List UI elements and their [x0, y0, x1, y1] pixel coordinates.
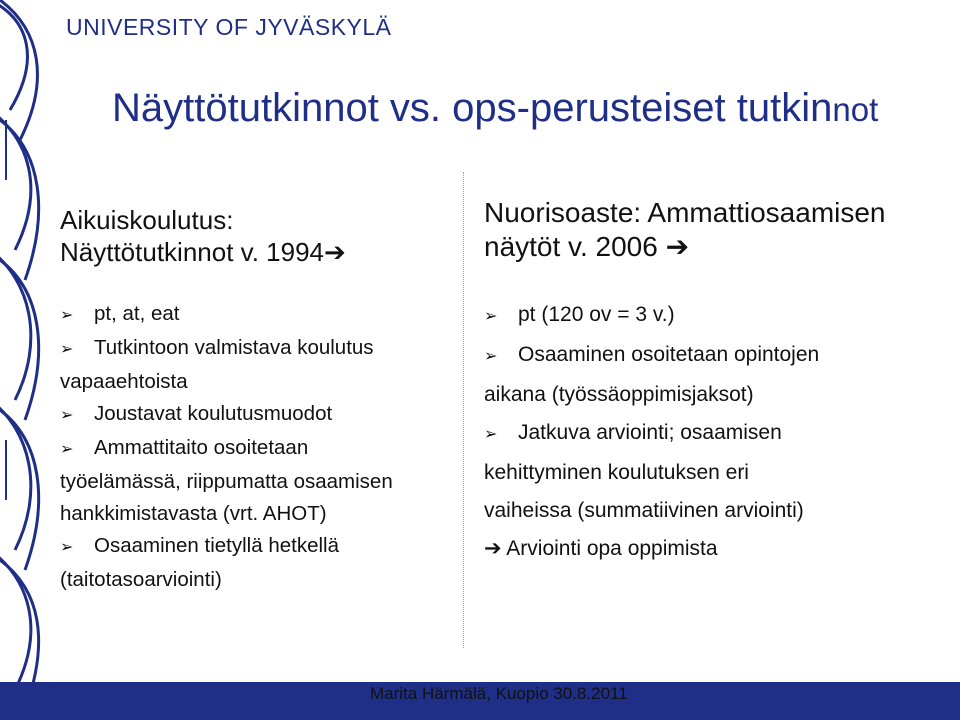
list-item-continuation	[60, 498, 460, 530]
list-item-text: Ammattitaito osoitetaan	[94, 436, 309, 459]
bullet-arrow-icon: ➢	[60, 441, 74, 458]
list-item-text: pt, at, eat	[94, 302, 180, 325]
list-item	[60, 332, 460, 366]
list-item	[484, 414, 944, 454]
column-divider	[463, 172, 464, 648]
left-heading	[60, 204, 460, 268]
bullet-arrow-icon: ➢	[60, 539, 74, 556]
right-heading-line2: näytöt v. 2006	[484, 231, 658, 262]
list-item-text: Arviointi opa oppimista	[506, 537, 718, 560]
list-item	[484, 530, 944, 568]
list-item-text: Osaaminen osoitetaan opintojen	[518, 343, 820, 366]
list-item-text: hankkimistavasta (vrt. AHOT)	[60, 502, 327, 525]
right-heading	[484, 196, 944, 264]
bullet-arrow-icon: ➢	[60, 307, 74, 324]
footer-text: Marita Härmälä, Kuopio 30.8.2011	[370, 684, 628, 703]
list-item	[60, 398, 460, 432]
left-column	[60, 204, 460, 596]
list-item-text: (taitotasoarviointi)	[60, 568, 222, 591]
bullet-arrow-icon: ➢	[484, 348, 498, 365]
list-item	[60, 530, 460, 564]
left-bullet-list	[60, 298, 460, 596]
list-item-text: aikana (työssäoppimisjaksot)	[484, 383, 754, 406]
list-item-text: Osaaminen tietyllä hetkellä	[94, 534, 339, 557]
bullet-arrow-icon: ➢	[60, 407, 74, 424]
list-item-text: Joustavat koulutusmuodot	[94, 402, 333, 425]
slide-title-tail: not	[832, 91, 879, 128]
list-item-text: vapaaehtoista	[60, 370, 188, 393]
bullet-arrow-icon: ➢	[484, 308, 498, 325]
list-item-continuation	[484, 492, 944, 530]
arrow-right-icon: ➔	[484, 537, 502, 560]
right-bullet-list	[484, 296, 944, 568]
list-item-continuation	[60, 366, 460, 398]
list-item-text: vaiheissa (summatiivinen arviointi)	[484, 499, 804, 522]
arrow-right-icon: ➔	[324, 237, 346, 267]
right-heading-line1: Nuorisoaste: Ammattiosaamisen	[484, 197, 886, 228]
list-item-text: pt (120 ov = 3 v.)	[518, 303, 675, 326]
left-heading-line2: Näyttötutkinnot v. 1994	[60, 237, 325, 267]
list-item-continuation	[60, 466, 460, 498]
list-item-text: kehittyminen koulutuksen eri	[484, 461, 749, 484]
slide-title-main: Näyttötutkinnot vs. ops-perusteiset tutkin	[112, 86, 833, 130]
wave-pattern-icon	[0, 0, 48, 720]
list-item-continuation	[60, 564, 460, 596]
list-item-continuation	[484, 454, 944, 492]
left-decorative-band	[0, 0, 48, 720]
slide-title	[112, 86, 878, 131]
list-item-continuation	[484, 376, 944, 414]
bullet-arrow-icon: ➢	[484, 426, 498, 443]
left-heading-line1: Aikuiskoulutus:	[60, 205, 234, 235]
list-item-text: Jatkuva arviointi; osaamisen	[518, 421, 782, 444]
list-item	[484, 336, 944, 376]
list-item	[484, 296, 944, 336]
arrow-right-icon: ➔	[665, 231, 690, 262]
list-item-text: Tutkintoon valmistava koulutus	[94, 336, 374, 359]
university-header: UNIVERSITY OF JYVÄSKYLÄ	[66, 14, 392, 40]
bullet-arrow-icon: ➢	[60, 341, 74, 358]
list-item-text: työelämässä, riippumatta osaamisen	[60, 470, 393, 493]
list-item	[60, 432, 460, 466]
right-column	[484, 196, 944, 568]
list-item	[60, 298, 460, 332]
